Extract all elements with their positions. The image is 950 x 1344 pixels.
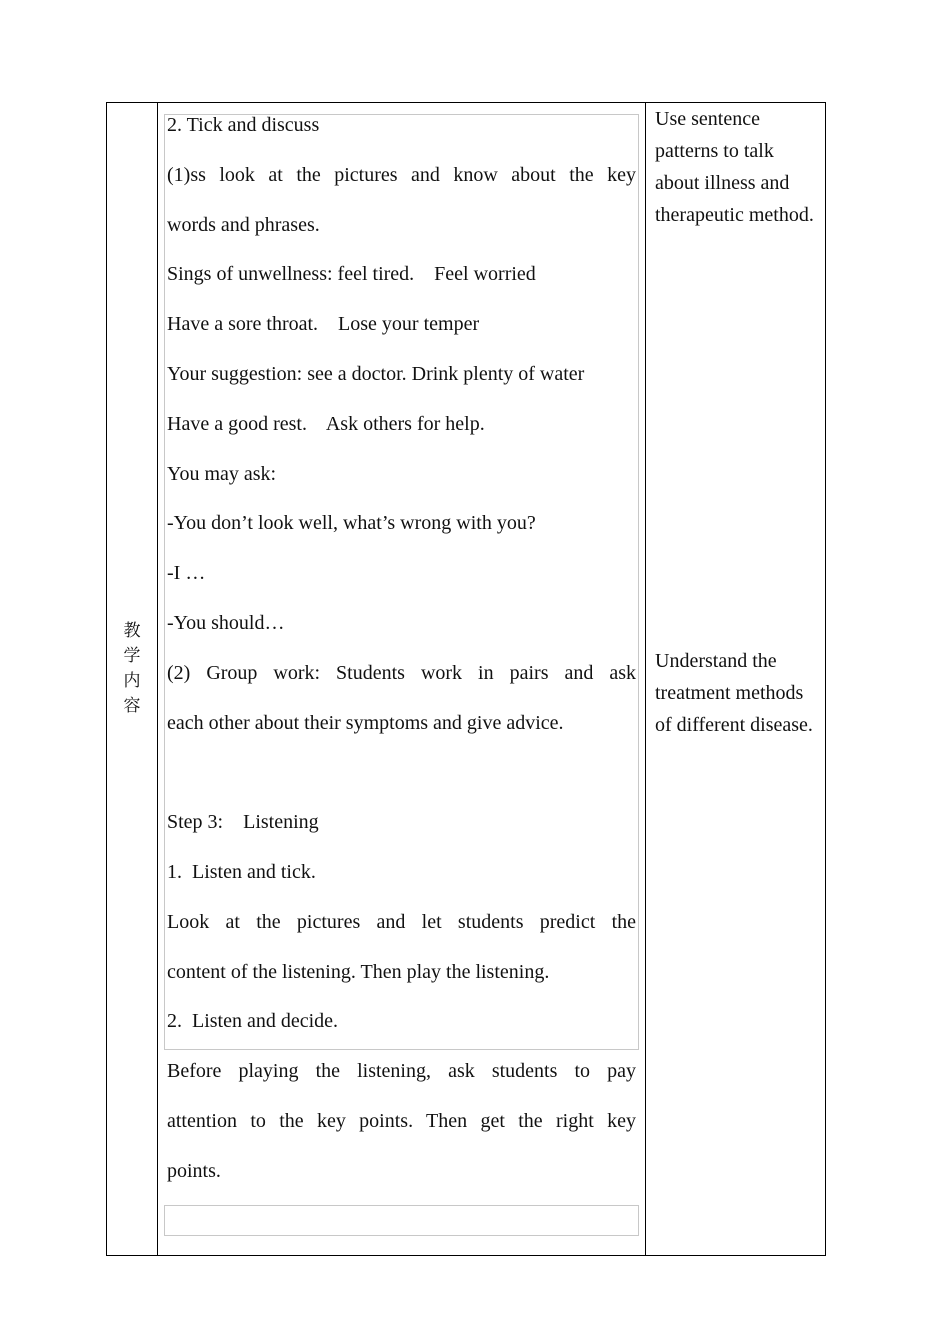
content-line: Your suggestion: see a doctor. Drink plenty of water [167,362,585,385]
content-line: Sings of unwellness: feel tired. Feel worried [167,263,536,286]
content-line: You may ask: [167,462,277,485]
content-line: words and phrases. [167,213,320,236]
content-line: 1. Listen and tick. [167,860,316,883]
main-content [167,112,636,1208]
content-line: each other about their symptoms and give advice. [167,711,564,734]
content-line: (2) Group work: Students work in pairs and ask [167,661,636,684]
section-label-cell [107,103,157,1255]
column-divider-left [157,103,158,1255]
note-sentence-patterns: Use sentence patterns to talk about illness and therapeutic method. [655,108,814,226]
content-line: 2. Listen and decide. [167,1010,339,1033]
content-line: Step 3: Listening [167,811,319,834]
blank-line [167,759,636,809]
note-treatment-methods: Understand the treatment methods of different disease. [655,650,813,736]
content-line: Have a good rest. Ask others for help. [167,412,485,435]
lesson-table [106,102,826,1256]
content-line: -I … [167,562,206,585]
inner-frame-empty [164,1205,639,1236]
section-label: 教学内容 [123,621,141,716]
content-line: Look at the pictures and let students predict the [167,910,636,933]
column-divider-right [645,103,646,1255]
content-line: (1)ss look at the pictures and know about the key [167,163,636,186]
content-line: content of the listening. Then play the listening. [167,960,550,983]
content-line: Before playing the listening, ask students to pay [167,1060,636,1083]
content-line: attention to the key points. Then get the right key [167,1109,636,1132]
content-line: -You don’t look well, what’s wrong with you? [167,512,536,535]
content-line: points. [167,1159,221,1182]
content-line: 2. Tick and discuss [167,114,320,136]
content-line: Have a sore throat. Lose your temper [167,313,480,336]
content-line: -You should… [167,611,285,634]
